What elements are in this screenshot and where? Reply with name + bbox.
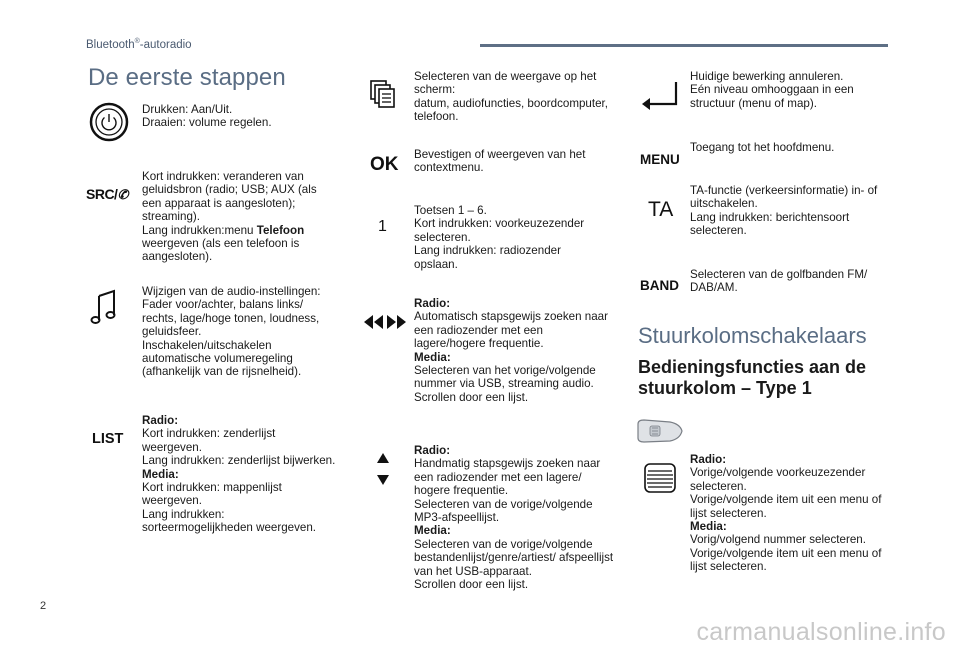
display-mode-description: Selecteren van de weergave op het scherm: datum, audiofuncties, boordcomputer, telefoon. [414, 70, 608, 124]
menu-description: Toegang tot het hoofdmenu. [690, 141, 835, 154]
menu-icon: MENU [640, 152, 680, 167]
preset-number-icon: 1 [378, 218, 387, 235]
list-description: Radio: Kort indrukken: zenderlijst weergeven. Lang indrukken: zenderlijst bijwerken. Media: Kort indrukken: mappenlijst weergeven. Lang indrukken: sorteermogelijkheden weergeven. [142, 414, 336, 535]
header-divider [480, 44, 888, 47]
list-icon: LIST [92, 431, 124, 447]
thumbwheel-icon [644, 462, 676, 494]
up-down-arrows-icon [375, 452, 391, 486]
ta-icon: TA [648, 198, 674, 221]
back-icon [640, 80, 680, 110]
thumbwheel-description: Radio: Vorige/volgende voorkeuzezender selecteren. Vorige/volgende item uit een menu of lijst selecteren. Media: Vorig/volgend nummer selecteren. Vorige/volgende item uit een menu of lijst selecteren. [690, 453, 882, 574]
band-icon: BAND [640, 278, 679, 293]
ok-description: Bevestigen of weergeven van het contextmenu. [414, 148, 586, 175]
page-title: De eerste stappen [88, 64, 286, 91]
watermark: carmanualsonline.info [696, 618, 946, 646]
src-description: Kort indrukken: veranderen van geluidsbron (radio; USB; AUX (als een apparaat is aangesloten); streaming). Lang indrukken:menu Telefoon weergeven (als een telefoon is aangesloten). [142, 170, 317, 264]
power-icon [89, 102, 129, 142]
preset-description: Toetsen 1 – 6. Kort indrukken: voorkeuzezender selecteren. Lang indrukken: radiozender opslaan. [414, 204, 585, 271]
display-mode-icon [368, 80, 396, 110]
section-subtitle-steering: Bedieningsfuncties aan de stuurkolom – Type 1 [638, 357, 867, 398]
music-note-icon [90, 288, 118, 326]
audio-settings-description: Wijzigen van de audio-instellingen: Fader voor/achter, balans links/ rechts, lage/hoge tonen, loudness, geluidsfeer. Inschakelen/uitschakelen automatische volumeregeling (afhankelijk van de rijsnelheid). [142, 285, 321, 379]
seek-description: Radio: Automatisch stapsgewijs zoeken naar een radiozender met een lagere/hogere frequentie. Media: Selecteren van het vorige/volgende nummer via USB, streaming audio. Scrollen door een lijst. [414, 297, 608, 404]
src-phone-icon: SRC/✆ [86, 186, 128, 202]
steering-stalk-illustration [636, 418, 684, 444]
seek-arrows-icon [362, 314, 408, 330]
ta-description: TA-functie (verkeersinformatie) in- of uitschakelen. Lang indrukken: berichtensoort selecteren. [690, 184, 878, 238]
manual-search-description: Radio: Handmatig stapsgewijs zoeken naar een radiozender met een lagere/ hogere frequentie. Selecteren van de vorige/volgende MP3-afspeellijst. Media: Selecteren van de vorige/volgende bestandenlijst/genre/artiest/ afspeellijst van het USB-apparaat. Scrollen door een lijst. [414, 444, 614, 592]
section-header-label: Bluetooth®-autoradio [86, 38, 192, 51]
section-title-steering: Stuurkolomschakelaars [638, 323, 867, 348]
back-description: Huidige bewerking annuleren. Eén niveau omhooggaan in een structuur (menu of map). [690, 70, 854, 110]
page-number: 2 [40, 600, 47, 612]
power-description: Drukken: Aan/Uit. Draaien: volume regelen. [142, 103, 272, 130]
ok-icon: OK [370, 154, 399, 175]
band-description: Selecteren van de golfbanden FM/ DAB/AM. [690, 268, 868, 295]
